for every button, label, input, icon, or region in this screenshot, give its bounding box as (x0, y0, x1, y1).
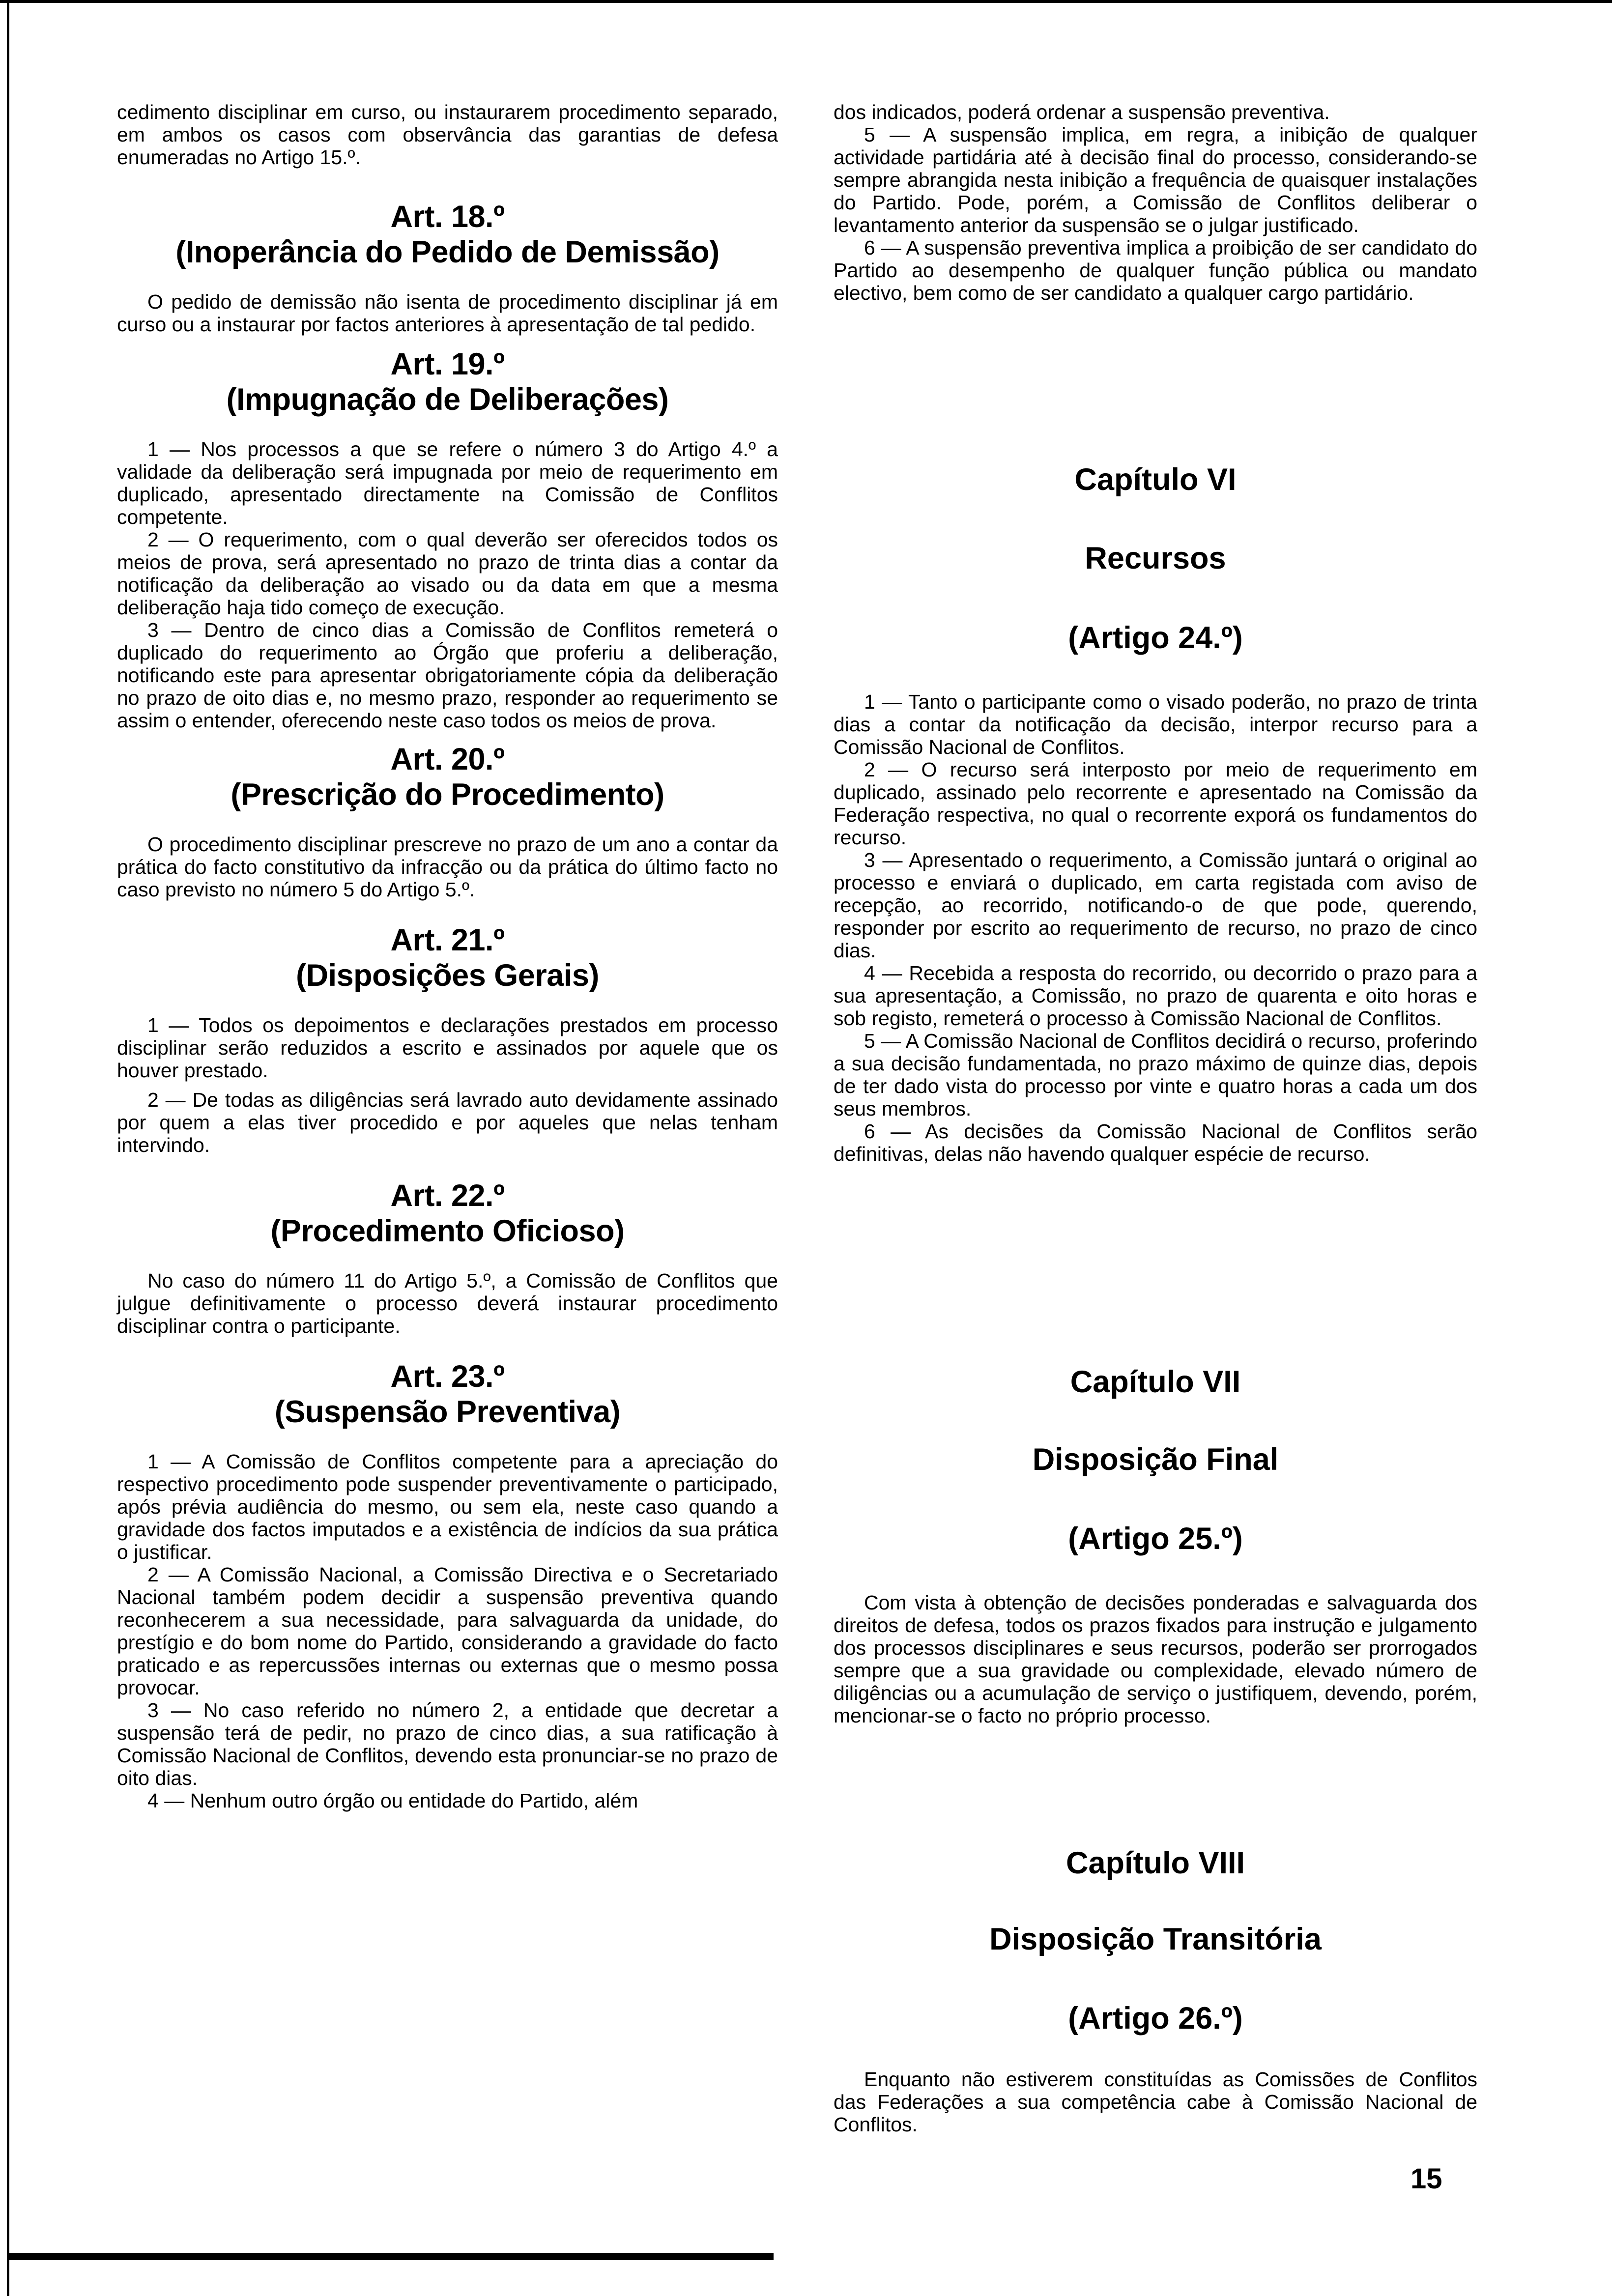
chapter-6-label: Capítulo VI (1074, 462, 1237, 497)
paragraph: 3 — Dentro de cinco dias a Comissão de Conflitos remeterá o duplicado do requerimento ao Órgão que proferiu a deliberação, notificando este para apresentar obrigatoriamente cópia da deliberação no prazo de oito dias e, no mesmo prazo, responder ao requerimento se assim o entender, oferecendo neste caso todos os meios de prova. (117, 619, 778, 732)
left-column (117, 101, 778, 1812)
article-title: (Procedimento Oficioso) (270, 1214, 625, 1248)
article-title: (Impugnação de Deliberações) (226, 382, 669, 417)
article-22-heading (117, 1178, 778, 1249)
paragraph: 4 — Recebida a resposta do recorrido, ou decorrido o prazo para a sua apresentação, a Comissão, no prazo de quarenta e oito horas e sob registo, remeterá o processo à Comissão Nacional de Conflitos. (834, 962, 1477, 1030)
article-18-heading (117, 199, 778, 270)
page-number: 15 (1410, 2163, 1442, 2195)
article-number: Art. 18.º (390, 200, 505, 234)
chapter-7-body (834, 1591, 1477, 1727)
paragraph: dos indicados, poderá ordenar a suspensão preventiva. (834, 101, 1330, 123)
paragraph: 3 — Apresentado o requerimento, a Comissão juntará o original ao processo e enviará o duplicado, em carta registada com aviso de recepção, ao recorrido, notificando-o de que pode, querendo, responder por escrito ao requerimento de recurso, no prazo de cinco dias. (834, 849, 1477, 962)
chapter-6-article: (Artigo 24.º) (1068, 621, 1243, 655)
paragraph: 5 — A suspensão implica, em regra, a inibição de qualquer actividade partidária até à decisão final do processo, considerando-se sempre abrangida nesta inibição a frequência de quaisquer instalações do Partido. Pode, porém, a Comissão de Conflitos deliberar o levantamento anterior da suspensão se o julgar justificado. (834, 123, 1477, 236)
chapter-7-title: Disposição Final (1032, 1442, 1279, 1477)
intro-paragraph: cedimento disciplinar em curso, ou instaurarem procedimento separado, em ambos os casos com observância das garantias de defesa enumeradas no Artigo 15.º. (117, 101, 778, 169)
paragraph: 1 — A Comissão de Conflitos competente para a apreciação do respectivo procedimento pode suspender preventivamente o participado, após prévia audiência do mesmo, ou sem ela, neste caso quando a gravidade dos factos imputados e a existência de indícios da sua prática o justificar. (117, 1450, 778, 1563)
article-title: (Inoperância do Pedido de Demissão) (175, 235, 720, 269)
chapter-8-label: Capítulo VIII (1065, 1846, 1245, 1880)
paragraph: 1 — Tanto o participante como o visado poderão, no prazo de trinta dias a contar da notificação da decisão, interpor recurso para a Comissão Nacional de Conflitos. (834, 690, 1477, 758)
chapter-8-title: Disposição Transitória (989, 1922, 1322, 1956)
article-20-heading (117, 742, 778, 812)
chapter-8-body (834, 2068, 1477, 2136)
paragraph: 2 — A Comissão Nacional, a Comissão Directiva e o Secretariado Nacional também podem decidir a suspensão preventiva quando reconhecerem a sua necessidade, para salvaguarda da unidade, do prestígio e do bom nome do Partido, considerando a gravidade do facto praticado e as repercussões internas ou externas que o mesmo possa provocar. (117, 1563, 778, 1699)
paragraph: 1 — Todos os depoimentos e declarações prestados em processo disciplinar serão reduzidos a escrito e assinados por aquele que os houver prestado. (117, 1014, 778, 1082)
paragraph: 4 — Nenhum outro órgão ou entidade do Partido, além (147, 1789, 638, 1812)
paragraph: Com vista à obtenção de decisões ponderadas e salvaguarda dos direitos de defesa, todos os prazos fixados para instrução e julgamento dos processos disciplinares e seus recursos, poderão ser prorrogados sempre que a sua gravidade ou complexidade, elevado número de diligências ou a acumulação de serviço o justifiquem, devendo, porém, mencionar-se o facto no próprio processo. (834, 1591, 1477, 1727)
article-number: Art. 19.º (390, 347, 505, 381)
scan-left-edge (7, 0, 9, 2296)
scan-top-edge (0, 0, 1612, 3)
paragraph: O procedimento disciplinar prescreve no prazo de um ano a contar da prática do facto constitutivo da infracção ou da prática do último facto no caso previsto no número 5 do Artigo 5.º. (117, 833, 778, 901)
article-21-heading (117, 922, 778, 993)
chapter-8-article: (Artigo 26.º) (1068, 2001, 1243, 2036)
chapter-7-label: Capítulo VII (1070, 1365, 1241, 1399)
paragraph: 2 — O requerimento, com o qual deverão ser oferecidos todos os meios de prova, será apresentado no prazo de trinta dias a contar da notificação da deliberação ao visado ou da data em que a mesma deliberação haja tido começo de execução. (117, 528, 778, 619)
chapter-6-body (834, 690, 1477, 1165)
paragraph: 2 — O recurso será interposto por meio de requerimento em duplicado, assinado pelo recorrente e apresentado na Comissão da Federação respectiva, no qual o recorrente exporá os fundamentos do recurso. (834, 758, 1477, 849)
chapter-6-title: Recursos (1085, 541, 1226, 575)
paragraph: 6 — As decisões da Comissão Nacional de Conflitos serão definitivas, delas não havendo qualquer espécie de recurso. (834, 1120, 1477, 1165)
article-number: Art. 22.º (390, 1178, 505, 1213)
paragraph: 2 — De todas as diligências será lavrado auto devidamente assinado por quem a elas tiver procedido e por aqueles que nelas tenham intervindo. (117, 1089, 778, 1156)
article-23-heading (117, 1359, 778, 1430)
article-number: Art. 23.º (390, 1359, 505, 1394)
paragraph: 3 — No caso referido no número 2, a entidade que decretar a suspensão terá de pedir, no prazo de cinco dias, a sua ratificação à Comissão Nacional de Conflitos, devendo esta pronunciar-se no prazo de oito dias. (117, 1699, 778, 1789)
paragraph: O pedido de demissão não isenta de procedimento disciplinar já em curso ou a instaurar por factos anteriores à apresentação de tal pedido. (117, 290, 778, 336)
article-title: (Disposições Gerais) (296, 958, 599, 993)
paragraph: Enquanto não estiverem constituídas as Comissões de Conflitos das Federações a sua competência cabe à Comissão Nacional de Conflitos. (834, 2068, 1477, 2136)
article-number: Art. 20.º (390, 742, 505, 776)
article-number: Art. 21.º (390, 923, 505, 957)
scan-bottom-bar (7, 2253, 774, 2260)
chapter-7-article: (Artigo 25.º) (1068, 1521, 1243, 1556)
article-title: (Suspensão Preventiva) (274, 1395, 621, 1429)
article-title: (Prescrição do Procedimento) (230, 777, 664, 812)
right-column-continuation (834, 101, 1477, 304)
paragraph: 6 — A suspensão preventiva implica a proibição de ser candidato do Partido ao desempenho de qualquer função pública ou mandato electivo, bem como de ser candidato a qualquer cargo partidário. (834, 236, 1477, 304)
paragraph: 5 — A Comissão Nacional de Conflitos decidirá o recurso, proferindo a sua decisão fundamentada, no prazo máximo de quinze dias, depois de ter dado vista do processo por vinte e quatro horas a cada um dos seus membros. (834, 1030, 1477, 1120)
paragraph: No caso do número 11 do Artigo 5.º, a Comissão de Conflitos que julgue definitivamente o processo deverá instaurar procedimento disciplinar contra o participante. (117, 1269, 778, 1337)
article-19-heading (117, 346, 778, 417)
paragraph: 1 — Nos processos a que se refere o número 3 do Artigo 4.º a validade da deliberação será impugnada por meio de requerimento em duplicado, apresentado directamente na Comissão de Conflitos competente. (117, 438, 778, 528)
